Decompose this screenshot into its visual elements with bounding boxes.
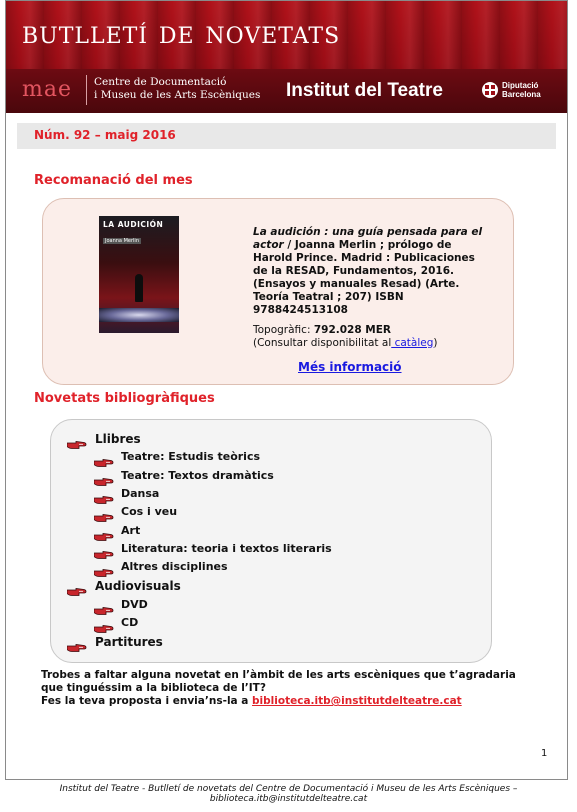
- pointing-hand-icon: [94, 472, 114, 482]
- email-link[interactable]: biblioteca.itb@institutdelteatre.cat: [252, 695, 462, 707]
- call-number-label: Topogràfic:: [253, 324, 314, 336]
- pointing-hand-icon: [94, 601, 114, 611]
- diputacio-line1: Diputació: [502, 81, 539, 90]
- book-cover-image[interactable]: [99, 216, 179, 333]
- issue-bar: [17, 123, 556, 149]
- news-category-link[interactable]: DVD: [121, 598, 148, 611]
- news-category-link[interactable]: Literatura: teoria i textos literaris: [121, 542, 332, 555]
- news-category-link[interactable]: Llibres: [95, 432, 141, 446]
- logo-divider: [86, 75, 87, 105]
- cover-figure: [135, 274, 143, 302]
- news-category-link[interactable]: CD: [121, 616, 139, 629]
- cover-stage-light: [99, 308, 179, 322]
- consult-suffix: ): [433, 337, 438, 349]
- header-banner: [6, 1, 567, 113]
- pointing-hand-icon: [94, 508, 114, 518]
- call-number-value: 792.028 MER: [313, 324, 392, 336]
- pointing-hand-icon: [67, 582, 87, 592]
- news-box: [50, 419, 492, 663]
- pointing-hand-icon: [94, 619, 114, 629]
- pointing-hand-icon: [94, 527, 114, 537]
- news-heading: Novetats bibliogràfiques: [34, 391, 215, 406]
- recommendation-heading: Recomanació del mes: [34, 173, 193, 188]
- diputacio-icon: [482, 82, 498, 98]
- pointing-hand-icon: [94, 453, 114, 463]
- citation-details: / Joanna Merlin ; prólogo de Harold Prince. Madrid : Publicaciones de la RESAD, Fundamentos, 2016. (Ensayos y manuales Resad) (Arte. Teoría Teatral ; 207) ISBN 9788424513108: [253, 239, 475, 316]
- call-number-block: [253, 324, 438, 350]
- recommendation-box: [42, 198, 514, 385]
- bulletin-page: [5, 0, 568, 780]
- pointing-hand-icon: [94, 490, 114, 500]
- news-category-link[interactable]: Dansa: [121, 487, 160, 500]
- pointing-hand-icon: [67, 435, 87, 445]
- centre-name-line2: i Museu de les Arts Escèniques: [94, 89, 261, 101]
- news-category-link[interactable]: Teatre: Textos dramàtics: [121, 469, 274, 482]
- news-category-link[interactable]: Cos i veu: [121, 505, 178, 518]
- news-category-link[interactable]: Art: [121, 524, 141, 537]
- pointing-hand-icon: [67, 638, 87, 648]
- pointing-hand-icon: [94, 545, 114, 555]
- suggestion-question: Trobes a faltar alguna novetat en l’àmbit de les arts escèniques que t’agradaria que tinguéssim a la biblioteca de l’IT?: [41, 669, 516, 694]
- suggestion-prompt: Fes la teva proposta i envia’ns-la a: [41, 695, 253, 707]
- page-footer: Institut del Teatre - Butlletí de novetats del Centre de Documentació i Museu de les Arts Escèniques – biblioteca.itb@institutdelteatre.cat: [59, 784, 518, 804]
- news-category-link[interactable]: Teatre: Estudis teòrics: [121, 450, 261, 463]
- news-category-link[interactable]: Altres disciplines: [121, 560, 228, 573]
- book-title: La audición : una guía pensada para el actor: [253, 226, 483, 251]
- suggestion-text: [41, 669, 521, 708]
- cover-author: Joanna Merlin: [105, 238, 139, 244]
- logo-strip: [6, 69, 567, 113]
- bulletin-title: butlletí de novetats: [22, 15, 341, 51]
- diputacio-line2: Barcelona: [502, 90, 541, 99]
- news-category-link[interactable]: Audiovisuals: [95, 579, 181, 593]
- centre-name: [94, 76, 260, 102]
- book-citation: [253, 226, 483, 317]
- centre-name-line1: Centre de Documentació: [94, 76, 227, 88]
- catalog-link[interactable]: catàleg: [391, 337, 434, 349]
- pointing-hand-icon: [94, 563, 114, 573]
- mae-logo: mae: [22, 77, 72, 102]
- diputacio-logo: [502, 81, 541, 99]
- cover-title: LA AUDICIÓN: [103, 220, 164, 229]
- more-info-link[interactable]: Més informació: [298, 360, 402, 374]
- consult-prefix: (Consultar disponibilitat al: [253, 337, 392, 349]
- institut-logo: Institut del Teatre: [286, 80, 443, 101]
- page-number: 1: [541, 748, 548, 759]
- issue-number: Núm. 92 – maig 2016: [34, 128, 176, 142]
- news-category-link[interactable]: Partitures: [95, 635, 163, 649]
